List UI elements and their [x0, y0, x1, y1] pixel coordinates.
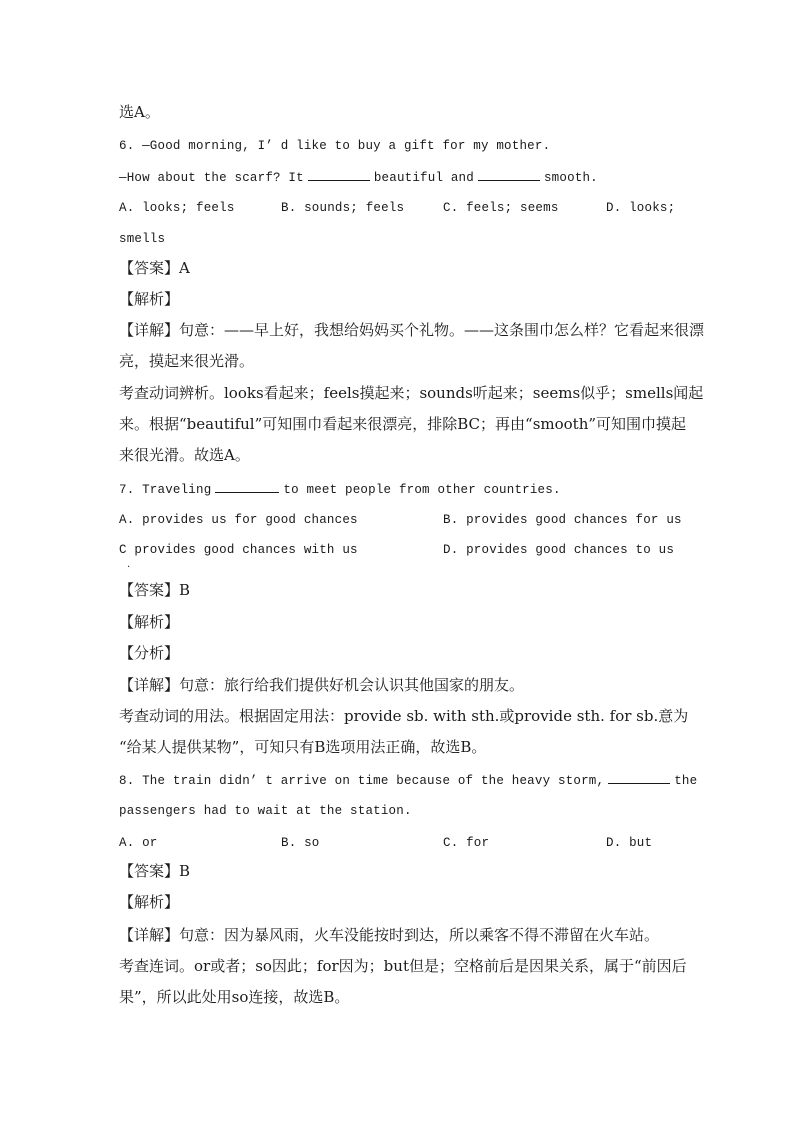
q8-stem: [119, 771, 697, 790]
q7-detail: 【详解】句意：旅行给我们提供好机会认识其他国家的朋友。: [119, 676, 525, 694]
q7-fenxi-heading: 【分析】: [119, 644, 180, 662]
q6-answer: 【答案】A: [119, 259, 190, 277]
q6-stem-line2: [119, 168, 598, 187]
q6-blank-2: [478, 168, 540, 181]
q7-analysis-heading: 【解析】: [119, 613, 180, 631]
q6-stem-part3: smooth.: [543, 171, 598, 185]
q7-stem-part2: to meet people from other countries.: [283, 483, 561, 497]
q8-option-b: B. so: [281, 836, 320, 850]
q6-blank-1: [308, 168, 370, 181]
q6-option-d-cont: smells: [119, 232, 166, 246]
answer-conclusion: 选A。: [119, 103, 160, 121]
q7-option-d: D. provides good chances to us: [443, 543, 675, 557]
q8-explanation-line1: 考查连词。or或者；so因此；for因为；but但是；空格前后是因果关系，属于“前因后: [119, 957, 687, 975]
q6-explanation-line1: 考查动词辨析。looks看起来；feels摸起来；sounds听起来；seems似乎；smells闻起: [119, 384, 704, 402]
q7-explanation-line2: “给某人提供某物”，可知只有B选项用法正确，故选B。: [119, 738, 487, 756]
q8-stem-line2: passengers had to wait at the station.: [119, 804, 412, 818]
q7-stem: [119, 480, 561, 499]
q7-stem-part1: 7. Traveling: [119, 483, 212, 497]
q6-option-b: B. sounds; feels: [281, 201, 405, 215]
q6-explanation-line3: 来很光滑。故选A。: [119, 446, 250, 464]
q8-option-d: D. but: [606, 836, 653, 850]
q8-analysis-heading: 【解析】: [119, 893, 180, 911]
q6-stem-part2: beautiful and: [373, 171, 474, 185]
q6-option-d: D. looks;: [606, 201, 676, 215]
q8-explanation-line2: 果”，所以此处用so连接，故选B。: [119, 988, 350, 1006]
q8-stem-part2: the: [674, 774, 698, 788]
q7-answer: 【答案】B: [119, 581, 191, 599]
q7-stray-dot: .: [127, 559, 131, 570]
q6-option-c: C. feels; seems: [443, 201, 559, 215]
q8-answer: 【答案】B: [119, 862, 191, 880]
q6-detail-line2: 亮，摸起来很光滑。: [119, 352, 255, 370]
q6-option-a: A. looks; feels: [119, 201, 235, 215]
q8-stem-part1: 8. The train didn’ t arrive on time because of the heavy storm,: [119, 774, 605, 788]
q6-detail-line1: 【详解】句意：——早上好，我想给妈妈买个礼物。——这条围巾怎么样？它看起来很漂: [119, 321, 705, 339]
q6-stem-part1: —How about the scarf? It: [119, 171, 304, 185]
q8-blank: [608, 771, 670, 784]
q6-stem: 6. —Good morning, I’ d like to buy a gift for my mother.: [119, 139, 551, 153]
q7-option-a: A. provides us for good chances: [119, 513, 358, 527]
q7-blank: [215, 480, 279, 493]
q8-option-c: C. for: [443, 836, 490, 850]
q7-option-c: C provides good chances with us: [119, 543, 358, 557]
q8-option-a: A. or: [119, 836, 158, 850]
q6-analysis-heading: 【解析】: [119, 290, 180, 308]
q6-explanation-line2: 来。根据“beautiful”可知围巾看起来很漂亮，排除BC；再由“smooth”可知围巾摸起: [119, 415, 687, 433]
q7-option-b: B. provides good chances for us: [443, 513, 682, 527]
q8-detail: 【详解】句意：因为暴风雨，火车没能按时到达，所以乘客不得不滞留在火车站。: [119, 926, 660, 944]
q7-explanation-line1: 考查动词的用法。根据固定用法：provide sb. with sth.或provide sth. for sb.意为: [119, 707, 689, 725]
